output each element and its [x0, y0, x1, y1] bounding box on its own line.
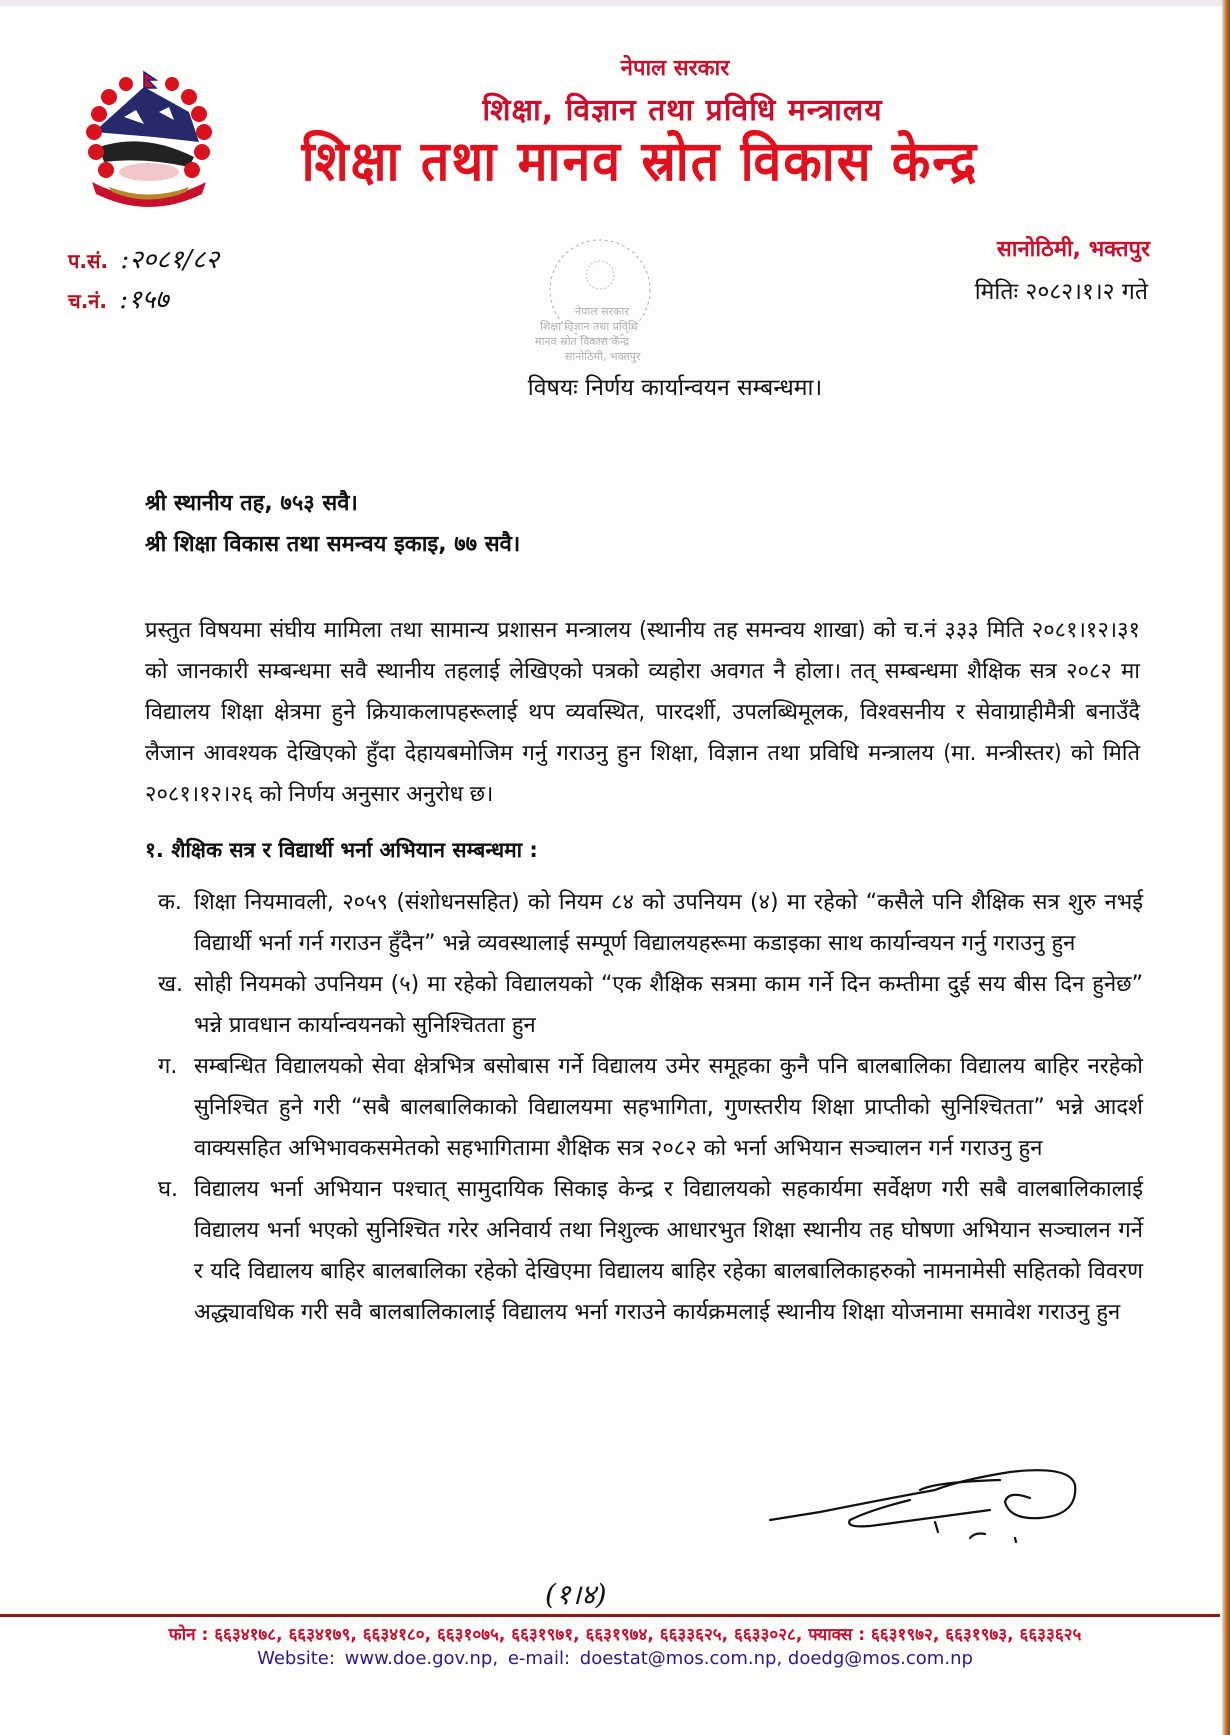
item-marker: घ. — [158, 1177, 178, 1202]
item-text: सोही नियमको उपनियम (५) मा रहेको विद्यालयको “एक शैक्षिक सत्रमा काम गर्ने दिन कम्तीमा दुई सय बीस दिन हुनेछ” भन्ने प्रावधान कार्यान्वयनको सुनिश्चितता हुन — [194, 972, 1143, 1038]
list-item — [158, 1169, 1143, 1333]
email-links[interactable]: doestat@mos.com.np, doedg@mos.com.np — [579, 1648, 973, 1669]
item-text: शिक्षा नियमावली, २०५९ (संशोधनसहित) को नियम ८४ को उपनियम (४) मा रहेको “कसैले पनि शैक्षिक सत्र शुरु नभई विद्यार्थी भर्ना गर्न गराउन हुँदैन” भन्ने व्यवस्थालाई सम्पूर्ण विद्यालयहरूमा कडाइका साथ कार्यान्वयन गर्नु गराउनु हुन — [194, 890, 1143, 956]
list-item — [158, 964, 1143, 1046]
page-number: (१।४) — [545, 1578, 607, 1611]
footer-contact-numbers — [0, 1622, 1230, 1645]
letter-subject: विषयः निर्णय कार्यान्वयन सम्बन्धमा। — [527, 375, 823, 401]
addressee-local-levels: श्री स्थानीय तह, ७५३ सवै। — [145, 491, 358, 516]
office-address: सानोठिमी, भक्तपुर — [996, 237, 1150, 262]
website-label: Website: — [257, 1648, 335, 1669]
nepal-emblem-icon — [64, 62, 234, 212]
phone-numbers: ६६३४१७८, ६६३४१७९, ६६३४१८०, ६६३१०७५, ६६३१९७१, ६६३१९७४, ६६३३६२५, ६६३३०२८, — [214, 1625, 803, 1645]
item-text: सम्बन्धित विद्यालयको सेवा क्षेत्रभित्र बसोबास गर्ने विद्यालय उमेर समूहका कुनै पनि बालबालिका विद्यालय बाहिर नरहेको सुनिश्चित हुने गरी “सबै बालबालिकाको विद्यालयमा सहभागिता, गुणस्तरीय शिक्षा प्राप्तीको सुनिश्चितता” भन्ने आदर्श वाक्यसहित अभिभावकसमेतको सहभागितामा शैक्षिक सत्र २०८२ को भर्ना अभियान सञ्चालन गर्न गराउनु हुन — [194, 1054, 1143, 1161]
list-item — [158, 882, 1143, 964]
list-item — [158, 1046, 1143, 1169]
cn-label: च.नं. — [68, 289, 107, 313]
item-text: विद्यालय भर्ना अभियान पश्चात् सामुदायिक सिकाइ केन्द्र र विद्यालयको सहकार्यमा सर्वेक्षण गरी सबै वालबालिकालाई विद्यालय भर्ना भएको सुनिश्चित गरेर अनिवार्य तथा निशुल्क आधारभुत शिक्षा स्थानीय तह घोषणा अभियान सञ्चालन गर्ने र यदि विद्यालय बाहिर बालबालिका रहेको देखिएमा विद्यालय बाहिर रहेका बालबालिकाहरुको नामनामेसी सहितको विवरण अद्ध्यावधिक गरी सवै बालबालिकालाई विद्यालय भर्ना गराउने कार्यक्रमलाई स्थानीय शिक्षा योजनामा समावेश गराउनु हुन — [194, 1177, 1143, 1325]
cn-value: :१५७ — [119, 285, 169, 315]
reference-ps — [68, 240, 219, 276]
signature-icon — [760, 1450, 1090, 1560]
reference-cn — [68, 280, 169, 316]
email-label: e-mail: — [507, 1648, 571, 1669]
svg-text:सानोठिमी, भक्तपुर: सानोठिमी, भक्तपुर — [565, 350, 641, 363]
addressee-coordination-units: श्री शिक्षा विकास तथा समन्वय इकाइ, ७७ सवै। — [145, 532, 521, 557]
center-name: शिक्षा तथा मानव स्रोत विकास केन्द्र — [301, 129, 979, 194]
svg-text:शिक्षा विज्ञान तथा प्रविधि: शिक्षा विज्ञान तथा प्रविधि — [540, 320, 638, 333]
item-marker: ख. — [158, 972, 183, 997]
ministry-name: शिक्षा, विज्ञान तथा प्रविधि मन्त्रालय — [482, 93, 883, 128]
fax-label: फ्याक्स : — [808, 1625, 866, 1645]
phone-label: फोन : — [168, 1625, 209, 1645]
website-link[interactable]: www.doe.gov.np, — [344, 1648, 499, 1669]
government-name: नेपाल सरकार — [620, 56, 730, 81]
section-items-list — [158, 882, 1143, 1333]
item-marker: क. — [158, 890, 182, 915]
body-paragraph: प्रस्तुत विषयमा संघीय मामिला तथा सामान्य प्रशासन मन्त्रालय (स्थानीय तह समन्वय शाखा) को च.नं ३३३ मिति २०८१।१२।३१ को जानकारी सम्बन्धमा सवै स्थानीय तहलाई लेखिएको पत्रको व्यहोरा अवगत नै होला। तत् सम्बन्धमा शैक्षिक सत्र २०८२ मा विद्यालय शिक्षा क्षेत्रमा हुने क्रियाकलापहरूलाई थप व्यवस्थित, पारदर्शी, उपलब्धिमूलक, विश्वसनीय र सेवाग्राहीमैत्री बनाउँदै लैजान आवश्यक देखिएको हुँदा देहायबमोजिम गर्नु गराउनु हुन शिक्षा, विज्ञान तथा प्रविधि मन्त्रालय (मा. मन्त्रीस्तर) को मिति २०८१।१२।२६ को निर्णय अनुसार अनुरोध छ। — [145, 618, 1140, 807]
ps-label: प.सं. — [68, 249, 109, 273]
footer-web-contacts — [0, 1648, 1230, 1669]
svg-text:मानव स्रोत विकास केन्द्र: मानव स्रोत विकास केन्द्र — [535, 335, 630, 348]
fax-numbers: ६६३१९७२, ६६३१९७३, ६६३३६२५ — [870, 1625, 1082, 1645]
page-right-edge — [1222, 0, 1230, 1735]
item-marker: ग. — [158, 1054, 178, 1079]
office-stamp-icon — [505, 220, 685, 380]
letter-date: मितिः २०८२।१।२ गते — [974, 279, 1148, 305]
ps-value: :२०८१/८२ — [120, 245, 220, 275]
footer-divider — [0, 1614, 1220, 1617]
svg-text:नेपाल सरकार: नेपाल सरकार — [575, 305, 629, 318]
page-top-edge — [0, 0, 1230, 6]
section-heading: १. शैक्षिक सत्र र विद्यार्थी भर्ना अभियान सम्बन्धमा : — [145, 838, 538, 862]
